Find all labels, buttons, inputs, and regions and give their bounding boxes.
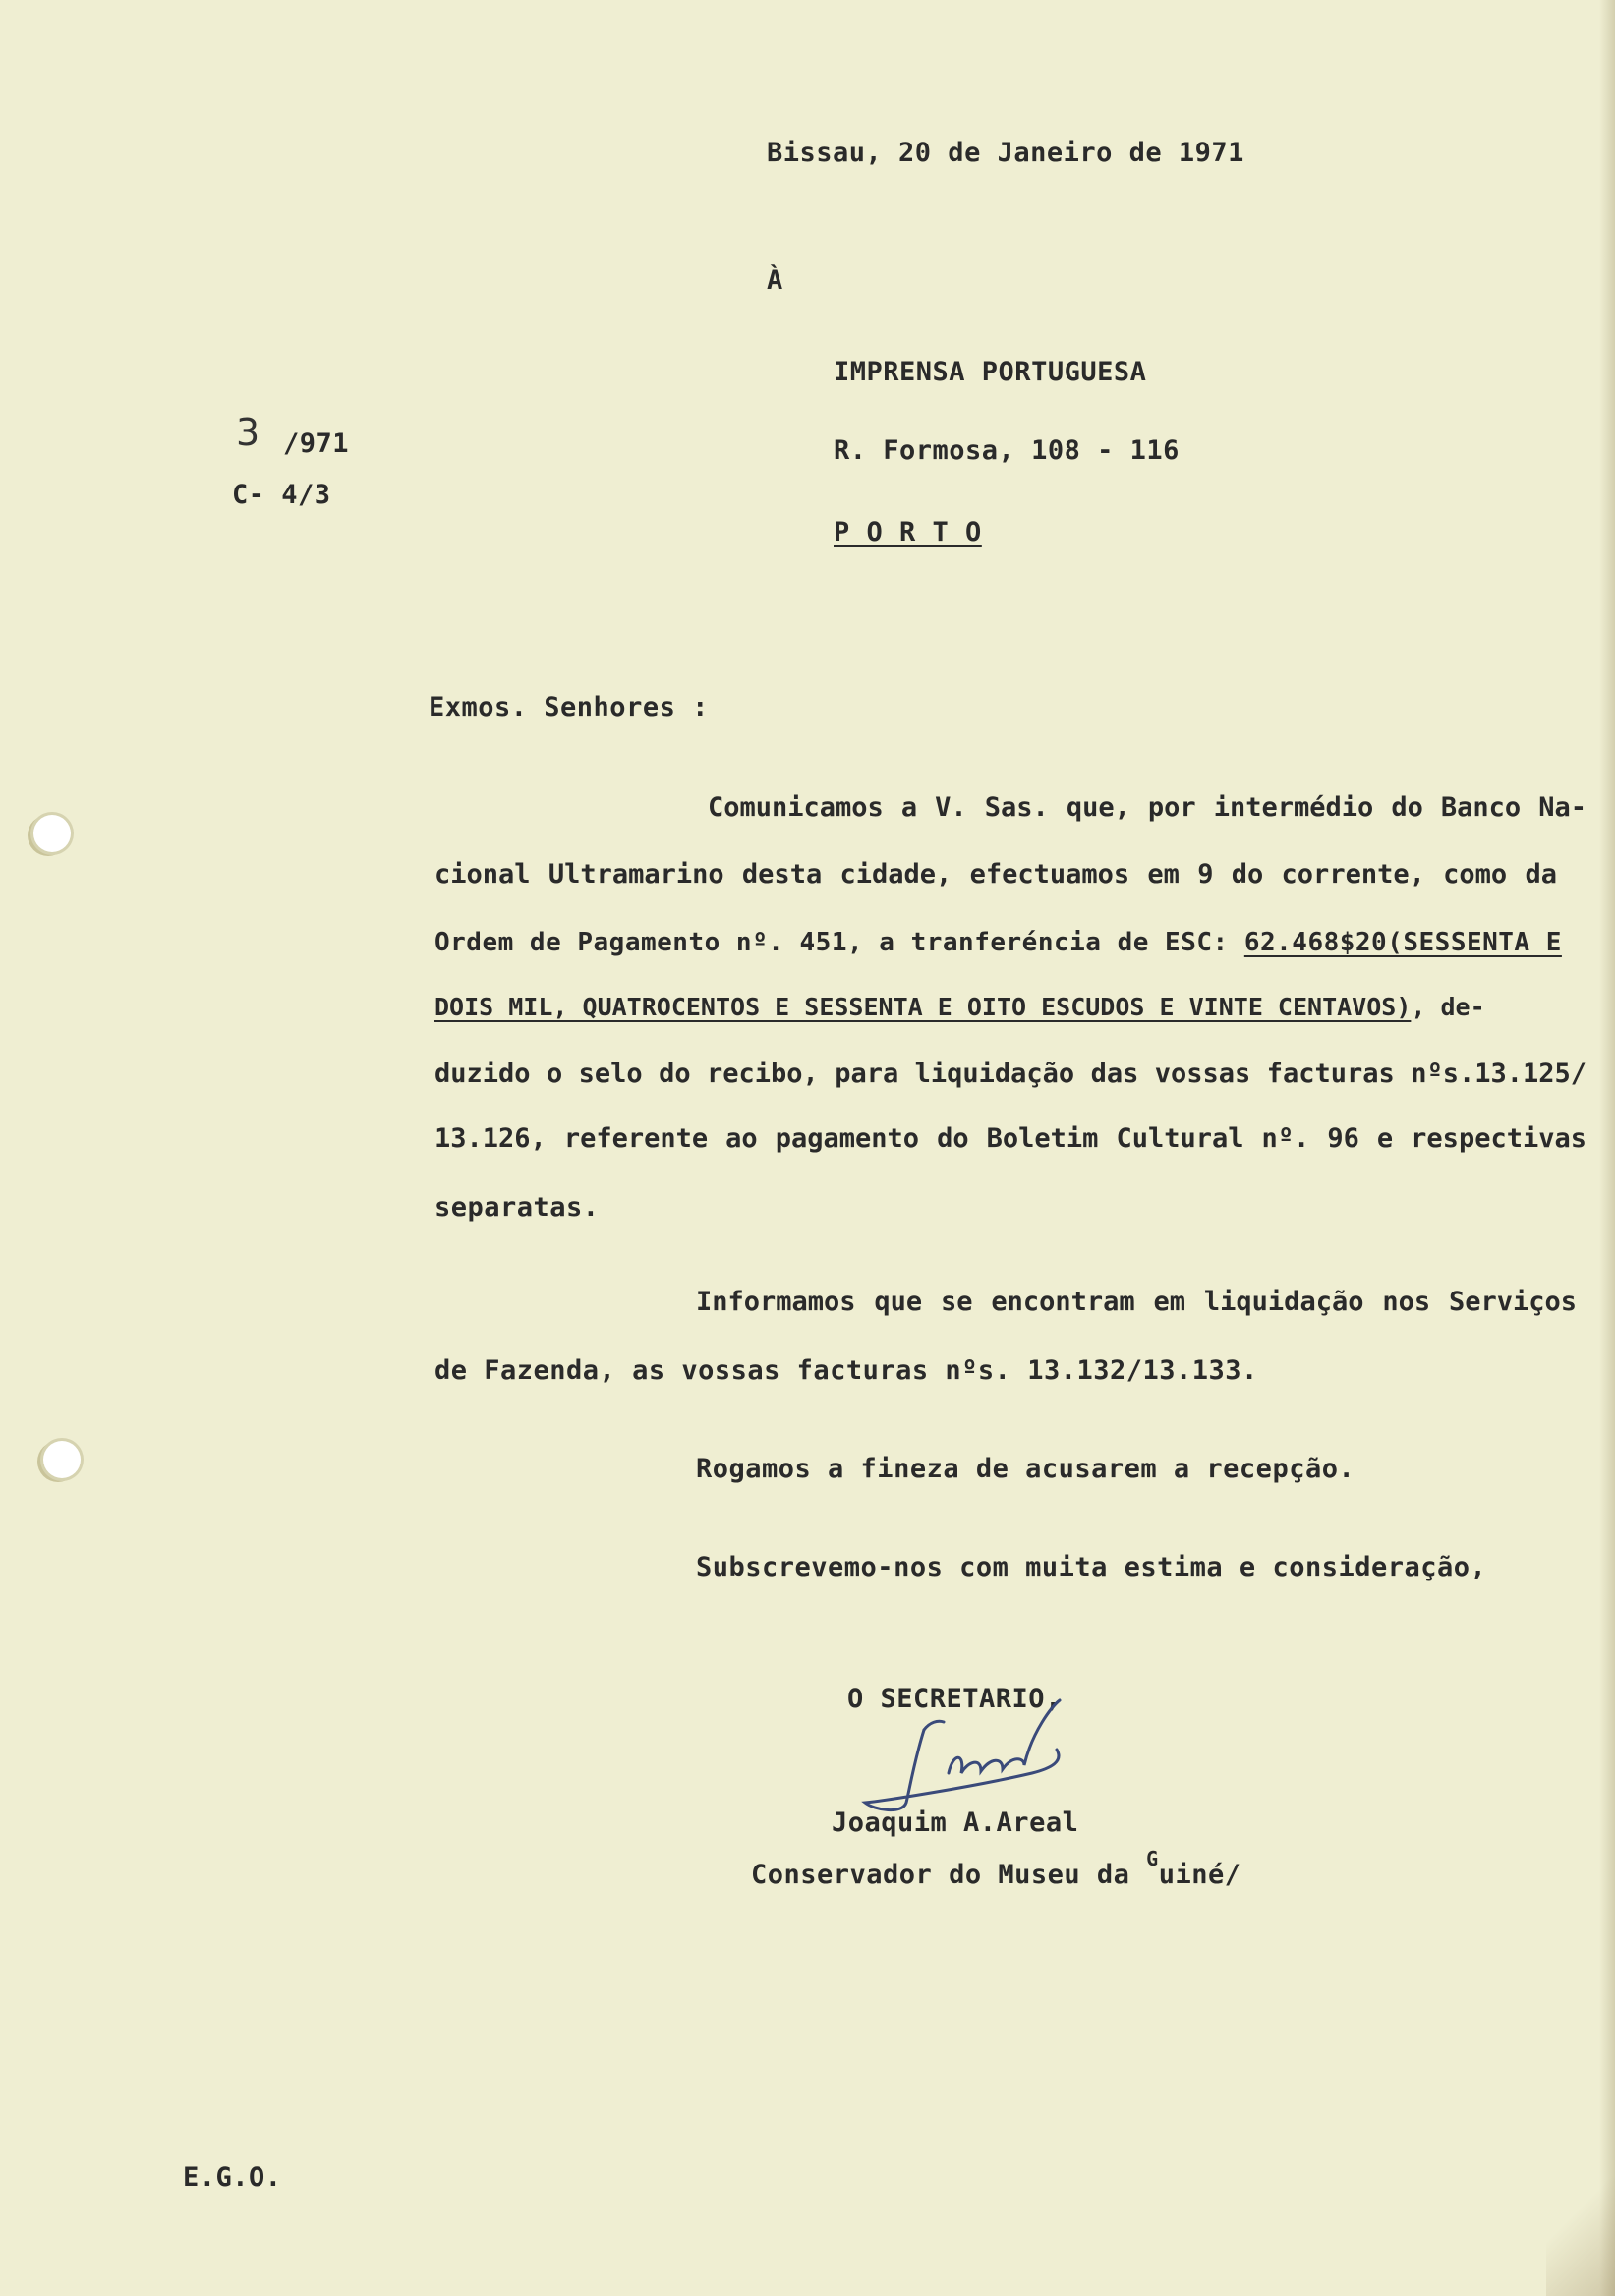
word: do	[659, 1059, 691, 1089]
word: Comunicamos	[708, 792, 884, 823]
amount-underlined: 62.468$20(SESSENTA E	[1243, 928, 1562, 957]
paragraph1-line5	[434, 1059, 1586, 1089]
word: facturas	[1266, 1059, 1395, 1089]
word: o	[546, 1059, 563, 1089]
paragraph2-line2: de Fazenda, as vossas facturas nºs. 13.132/13.133.	[434, 1355, 1258, 1386]
recipient-name: IMPRENSA PORTUGUESA	[834, 357, 1147, 387]
word: 96	[1327, 1123, 1359, 1154]
word: Boletim	[986, 1123, 1099, 1154]
word: corrente,	[1281, 859, 1425, 890]
word: cional	[434, 859, 531, 890]
word: pagamento	[775, 1123, 920, 1154]
word: Ultramarino	[548, 859, 724, 890]
word: Serviços	[1448, 1287, 1577, 1317]
punch-hole-top	[33, 815, 71, 852]
word: desta	[741, 859, 823, 890]
paragraph1-line2	[434, 859, 1557, 890]
line4-text: , de-	[1411, 993, 1485, 1021]
typist-initials: E.G.O.	[183, 2162, 282, 2193]
word: e	[1376, 1123, 1394, 1154]
word: ao	[725, 1123, 758, 1154]
paragraph1-line4	[434, 993, 1485, 1021]
word: duzido	[434, 1059, 531, 1089]
handwritten-reference-number: 3	[236, 411, 260, 454]
word: Banco	[1440, 792, 1522, 823]
paragraph3: Rogamos a fineza de acusarem a recepção.	[696, 1454, 1355, 1484]
word: Informamos	[696, 1287, 856, 1317]
word: encontram	[991, 1287, 1135, 1317]
paragraph1-line3	[434, 928, 1562, 957]
role-text-suffix: uiné/	[1158, 1860, 1241, 1890]
amount-in-words-underlined: DOIS MIL, QUATROCENTOS E SESSENTA E OITO ESCUDOS E VINTE CENTAVOS)	[434, 993, 1412, 1021]
word: em	[1147, 859, 1180, 890]
word: nº.	[1261, 1123, 1310, 1154]
salutation: Exmos. Senhores :	[429, 692, 709, 722]
word: referente	[563, 1123, 709, 1154]
role-text: Conservador do Museu da	[751, 1860, 1147, 1890]
signatory-title: O SECRETARIO,	[847, 1684, 1062, 1714]
paragraph4: Subscrevemo-nos com muita estima e consideração,	[696, 1552, 1487, 1582]
word: liquidação	[1203, 1287, 1364, 1317]
word: Na-	[1538, 792, 1586, 823]
word: Sas.	[984, 792, 1049, 823]
to-marker: À	[767, 265, 783, 296]
date-line: Bissau, 20 de Janeiro de 1971	[767, 138, 1244, 168]
word: V.	[935, 792, 967, 823]
word: cidade,	[839, 859, 952, 890]
word: em	[1153, 1287, 1186, 1317]
paragraph1-line6	[434, 1123, 1586, 1154]
recipient-city: P O R T O	[834, 517, 982, 547]
word: do	[937, 1123, 969, 1154]
word: 13.126,	[434, 1123, 547, 1154]
line3-text: Ordem de Pagamento nº. 451, a tranferéncia de ESC:	[434, 928, 1244, 957]
paragraph1-line1	[708, 792, 1586, 823]
word: vossas	[1154, 1059, 1251, 1089]
word: a	[900, 792, 918, 823]
signatory-name: Joaquim A.Areal	[832, 1808, 1079, 1838]
punch-hole-bottom	[43, 1441, 81, 1478]
word: se	[941, 1287, 973, 1317]
word: nos	[1382, 1287, 1431, 1317]
word: como	[1443, 859, 1508, 890]
word: por	[1147, 792, 1196, 823]
word: intermédio	[1213, 792, 1374, 823]
role-superscript-correction: G	[1146, 1847, 1159, 1870]
word: do	[1391, 792, 1423, 823]
word: Cultural	[1116, 1123, 1244, 1154]
word: do	[1231, 859, 1264, 890]
word: das	[1090, 1059, 1139, 1089]
handwritten-signature	[855, 1693, 1091, 1820]
word: recibo,	[706, 1059, 819, 1089]
word: respectivas	[1411, 1123, 1586, 1154]
word: efectuamos	[969, 859, 1130, 890]
word: liquidação	[914, 1059, 1075, 1089]
word: da	[1525, 859, 1557, 890]
file-code: C- 4/3	[232, 480, 331, 510]
word: 9	[1197, 859, 1214, 890]
word: que	[874, 1287, 923, 1317]
paper-edge	[1599, 0, 1615, 2296]
signatory-role	[751, 1847, 1240, 1890]
recipient-street: R. Formosa, 108 - 116	[834, 435, 1180, 466]
paragraph2-line1	[696, 1287, 1577, 1317]
word: que,	[1066, 792, 1130, 823]
word: para	[835, 1059, 899, 1089]
word: selo	[578, 1059, 643, 1089]
reference-year: /971	[283, 429, 350, 459]
word: nºs.13.125/	[1411, 1059, 1586, 1089]
paragraph1-line7: separatas.	[434, 1192, 600, 1223]
